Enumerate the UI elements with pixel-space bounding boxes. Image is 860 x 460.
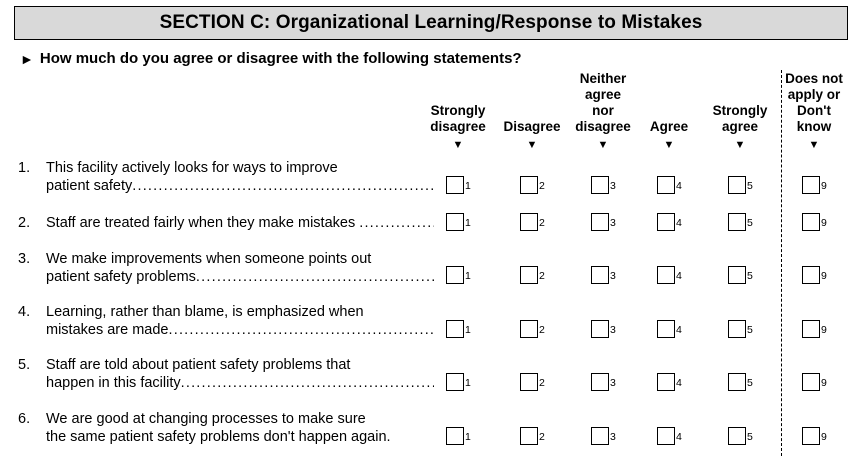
response-code: 9 xyxy=(821,324,827,336)
response-checkbox-4[interactable] xyxy=(657,320,675,338)
response-checkbox-2[interactable] xyxy=(520,213,538,231)
response-code: 5 xyxy=(747,324,753,336)
response-checkbox-1[interactable] xyxy=(446,213,464,231)
response-checkbox-3[interactable] xyxy=(591,176,609,194)
response-checkbox-1[interactable] xyxy=(446,427,464,445)
response-checkbox-5[interactable] xyxy=(728,373,746,391)
section-title: SECTION C: Organizational Learning/Response to Mistakes xyxy=(159,12,703,33)
column-header-9 xyxy=(766,69,860,152)
response-checkbox-5[interactable] xyxy=(728,213,746,231)
item-number: 2. xyxy=(18,215,31,231)
item-text xyxy=(46,410,434,446)
item-text-line: the same patient safety problems don't happen again. xyxy=(46,429,391,445)
response-checkbox-9[interactable] xyxy=(802,373,820,391)
prompt-text: How much do you agree or disagree with the following statements? xyxy=(39,50,522,67)
response-checkbox-4[interactable] xyxy=(657,213,675,231)
section-header xyxy=(14,6,848,40)
dot-leader xyxy=(181,374,434,392)
response-code: 5 xyxy=(747,217,753,229)
item-text-line: mistakes are made xyxy=(46,322,169,338)
response-code: 3 xyxy=(610,180,616,192)
column-header-text: apply or xyxy=(787,87,841,102)
response-code: 4 xyxy=(676,270,682,282)
response-code: 5 xyxy=(747,270,753,282)
response-code: 1 xyxy=(465,270,471,282)
response-checkbox-4[interactable] xyxy=(657,427,675,445)
item-text-line: We make improvements when someone points out xyxy=(46,251,372,267)
item-text-line: Staff are told about patient safety problems that xyxy=(46,357,351,373)
response-checkbox-5[interactable] xyxy=(728,427,746,445)
question-prompt xyxy=(20,50,522,67)
response-code: 3 xyxy=(610,270,616,282)
column-header-text: Does not xyxy=(785,71,843,86)
response-code: 4 xyxy=(676,377,682,389)
response-code: 3 xyxy=(610,324,616,336)
response-checkbox-9[interactable] xyxy=(802,266,820,284)
response-code: 2 xyxy=(539,270,545,282)
down-triangle-icon: ▼ xyxy=(663,139,675,151)
response-code: 2 xyxy=(539,324,545,336)
response-checkbox-5[interactable] xyxy=(728,176,746,194)
response-checkbox-9[interactable] xyxy=(802,176,820,194)
response-code: 2 xyxy=(539,431,545,443)
item-number: 5. xyxy=(18,357,31,373)
item-number: 6. xyxy=(18,411,31,427)
response-checkbox-4[interactable] xyxy=(657,373,675,391)
response-code: 1 xyxy=(465,324,471,336)
item-text-line: We are good at changing processes to make sure xyxy=(46,411,366,427)
response-checkbox-3[interactable] xyxy=(591,266,609,284)
response-checkbox-1[interactable] xyxy=(446,320,464,338)
down-triangle-icon: ▼ xyxy=(452,139,464,151)
column-header-text: disagree xyxy=(575,119,631,134)
column-header-text: Don't xyxy=(797,103,831,118)
column-header-text: nor xyxy=(592,103,614,118)
response-checkbox-9[interactable] xyxy=(802,427,820,445)
response-checkbox-9[interactable] xyxy=(802,213,820,231)
column-header-text: agree xyxy=(584,87,622,102)
response-checkbox-2[interactable] xyxy=(520,320,538,338)
item-text-line: Learning, rather than blame, is emphasized when xyxy=(46,304,364,320)
response-code: 4 xyxy=(676,431,682,443)
item-text-line: Staff are treated fairly when they make mistakes xyxy=(46,215,356,231)
item-number: 4. xyxy=(18,304,31,320)
item-text xyxy=(46,250,434,286)
item-text-line: patient safety problems xyxy=(46,269,196,285)
response-code: 5 xyxy=(747,180,753,192)
response-checkbox-2[interactable] xyxy=(520,427,538,445)
response-checkbox-1[interactable] xyxy=(446,176,464,194)
item-number: 1. xyxy=(18,160,31,176)
response-checkbox-1[interactable] xyxy=(446,373,464,391)
response-code: 1 xyxy=(465,377,471,389)
response-checkbox-1[interactable] xyxy=(446,266,464,284)
down-triangle-icon: ▼ xyxy=(526,139,538,151)
response-checkbox-4[interactable] xyxy=(657,266,675,284)
column-header-text: disagree xyxy=(430,119,486,134)
response-code: 5 xyxy=(747,431,753,443)
item-text-line: This facility actively looks for ways to improve xyxy=(46,160,338,176)
dot-leader xyxy=(132,177,434,195)
column-header-text: know xyxy=(796,119,832,134)
response-code: 1 xyxy=(465,217,471,229)
response-checkbox-5[interactable] xyxy=(728,320,746,338)
item-text xyxy=(46,214,434,232)
column-header-text: agree xyxy=(721,119,759,134)
response-code: 5 xyxy=(747,377,753,389)
item-text xyxy=(46,303,434,339)
dot-leader xyxy=(169,321,435,339)
response-code: 9 xyxy=(821,217,827,229)
response-code: 2 xyxy=(539,180,545,192)
response-code: 4 xyxy=(676,217,682,229)
item-text-line: patient safety xyxy=(46,178,133,194)
response-checkbox-3[interactable] xyxy=(591,213,609,231)
response-checkbox-2[interactable] xyxy=(520,373,538,391)
column-header-text: Agree xyxy=(649,119,689,134)
column-header-text: Strongly xyxy=(712,103,768,118)
response-code: 9 xyxy=(821,270,827,282)
response-checkbox-3[interactable] xyxy=(591,373,609,391)
response-checkbox-5[interactable] xyxy=(728,266,746,284)
column-header-text: Neither xyxy=(579,71,627,86)
dot-leader xyxy=(196,268,434,286)
response-code: 3 xyxy=(610,217,616,229)
response-code: 9 xyxy=(821,377,827,389)
item-number: 3. xyxy=(18,251,31,267)
down-triangle-icon: ▼ xyxy=(597,139,609,151)
down-triangle-icon: ▼ xyxy=(734,139,746,151)
response-code: 3 xyxy=(610,377,616,389)
column-header-text: Disagree xyxy=(503,119,561,134)
item-text-line: happen in this facility xyxy=(46,375,181,391)
response-code: 4 xyxy=(676,324,682,336)
item-text xyxy=(46,356,434,392)
column-header-text: Strongly xyxy=(430,103,486,118)
response-code: 4 xyxy=(676,180,682,192)
item-text xyxy=(46,159,434,195)
response-checkbox-3[interactable] xyxy=(591,427,609,445)
response-checkbox-3[interactable] xyxy=(591,320,609,338)
down-triangle-icon: ▼ xyxy=(808,139,820,151)
response-code: 1 xyxy=(465,180,471,192)
response-checkbox-9[interactable] xyxy=(802,320,820,338)
response-checkbox-2[interactable] xyxy=(520,176,538,194)
dot-leader xyxy=(359,214,434,232)
response-checkbox-4[interactable] xyxy=(657,176,675,194)
response-code: 9 xyxy=(821,431,827,443)
response-code: 1 xyxy=(465,431,471,443)
triangle-arrow-icon: ► xyxy=(20,50,34,67)
response-checkbox-2[interactable] xyxy=(520,266,538,284)
response-code: 9 xyxy=(821,180,827,192)
response-code: 2 xyxy=(539,217,545,229)
response-code: 2 xyxy=(539,377,545,389)
response-code: 3 xyxy=(610,431,616,443)
